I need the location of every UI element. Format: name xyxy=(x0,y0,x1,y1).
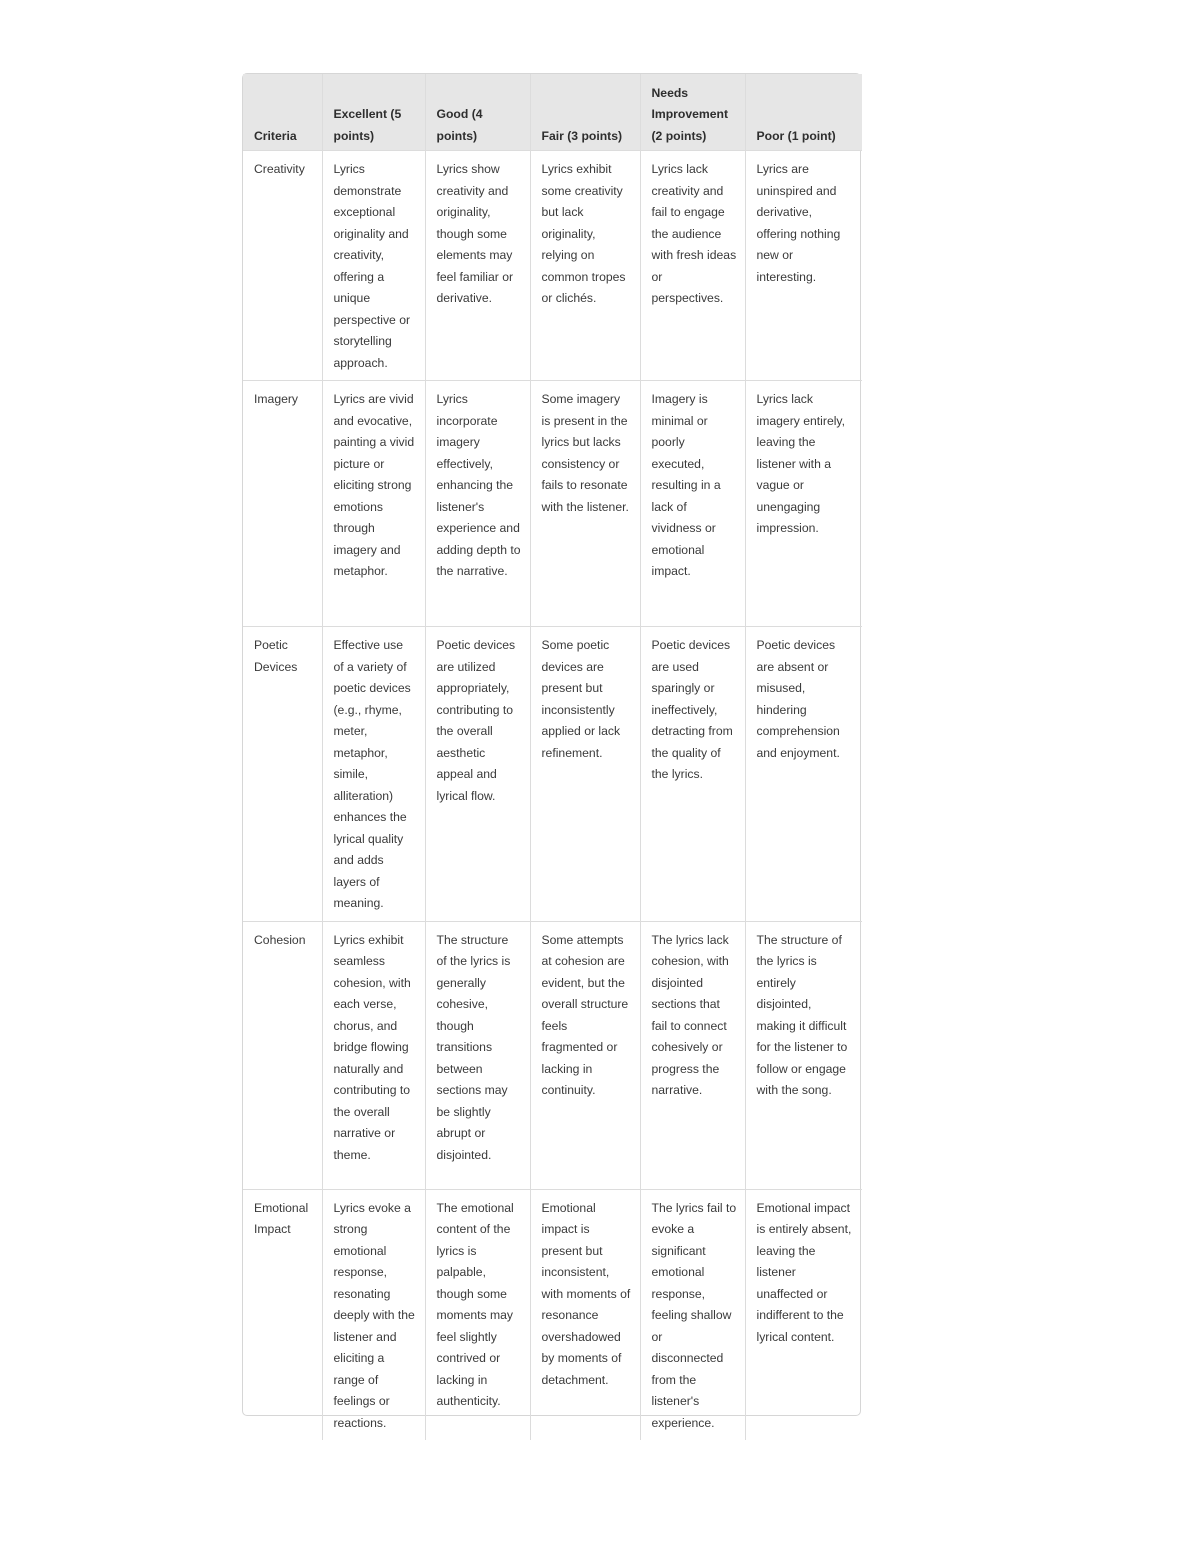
rubric-table-container xyxy=(242,73,861,1430)
criteria-cell: Creativity xyxy=(243,151,322,381)
good-cell: The emotional content of the lyrics is palpable, though some moments may feel slightly contrived or lacking in authenticity. xyxy=(425,1189,530,1440)
header-good: Good (4 points) xyxy=(425,74,530,151)
needs-improvement-cell: Imagery is minimal or poorly executed, resulting in a lack of vividness or emotional impact. xyxy=(640,381,745,627)
header-needs-improvement: Needs Improvement (2 points) xyxy=(640,74,745,151)
table-row xyxy=(243,381,862,627)
rubric-table xyxy=(243,74,862,1440)
excellent-cell: Lyrics demonstrate exceptional originality and creativity, offering a unique perspective or storytelling approach. xyxy=(322,151,425,381)
table-row xyxy=(243,1189,862,1440)
table-row xyxy=(243,151,862,381)
excellent-cell: Lyrics exhibit seamless cohesion, with each verse, chorus, and bridge flowing naturally and contributing to the overall narrative or theme. xyxy=(322,921,425,1189)
header-excellent: Excellent (5 points) xyxy=(322,74,425,151)
excellent-cell: Lyrics are vivid and evocative, painting a vivid picture or eliciting strong emotions through imagery and metaphor. xyxy=(322,381,425,627)
fair-cell: Some attempts at cohesion are evident, but the overall structure feels fragmented or lacking in continuity. xyxy=(530,921,640,1189)
fair-cell: Some imagery is present in the lyrics but lacks consistency or fails to resonate with the listener. xyxy=(530,381,640,627)
header-fair: Fair (3 points) xyxy=(530,74,640,151)
good-cell: Lyrics incorporate imagery effectively, enhancing the listener's experience and adding depth to the narrative. xyxy=(425,381,530,627)
needs-improvement-cell: Lyrics lack creativity and fail to engage the audience with fresh ideas or perspectives. xyxy=(640,151,745,381)
poor-cell: Lyrics are uninspired and derivative, offering nothing new or interesting. xyxy=(745,151,862,381)
fair-cell: Some poetic devices are present but inconsistently applied or lack refinement. xyxy=(530,627,640,922)
poor-cell: Emotional impact is entirely absent, leaving the listener unaffected or indifferent to the lyrical content. xyxy=(756,1200,852,1344)
table-header-row xyxy=(243,74,862,151)
poor-cell: Poetic devices are absent or misused, hindering comprehension and enjoyment. xyxy=(745,627,862,922)
criteria-cell: Poetic Devices xyxy=(243,627,322,922)
criteria-cell: Imagery xyxy=(243,381,322,627)
criteria-cell: Emotional Impact xyxy=(243,1189,322,1440)
header-criteria: Criteria xyxy=(243,74,322,151)
fair-cell: Emotional impact is present but inconsistent, with moments of resonance overshadowed by moments of detachment. xyxy=(530,1189,640,1440)
needs-improvement-cell: Poetic devices are used sparingly or ineffectively, detracting from the quality of the lyrics. xyxy=(640,627,745,922)
good-cell: Lyrics show creativity and originality, though some elements may feel familiar or derivative. xyxy=(425,151,530,381)
needs-improvement-cell: The lyrics lack cohesion, with disjointed sections that fail to connect cohesively or progress the narrative. xyxy=(640,921,745,1189)
table-row xyxy=(243,627,862,922)
criteria-cell: Cohesion xyxy=(243,921,322,1189)
good-cell: The structure of the lyrics is generally cohesive, though transitions between sections may be slightly abrupt or disjointed. xyxy=(425,921,530,1189)
poor-cell: Lyrics lack imagery entirely, leaving the listener with a vague or unengaging impression. xyxy=(745,381,862,627)
table-row xyxy=(243,921,862,1189)
poor-cell: The structure of the lyrics is entirely disjointed, making it difficult for the listener to follow or engage with the song. xyxy=(745,921,862,1189)
good-cell: Poetic devices are utilized appropriately, contributing to the overall aesthetic appeal and lyrical flow. xyxy=(425,627,530,922)
needs-improvement-cell: The lyrics fail to evoke a significant emotional response, feeling shallow or disconnected from the listener's experience. xyxy=(640,1189,745,1440)
excellent-cell: Effective use of a variety of poetic devices (e.g., rhyme, meter, metaphor, simile, alliteration) enhances the lyrical quality and adds layers of meaning. xyxy=(322,627,425,922)
header-poor: Poor (1 point) xyxy=(745,74,862,151)
excellent-cell: Lyrics evoke a strong emotional response, resonating deeply with the listener and eliciting a range of feelings or reactions. xyxy=(322,1189,425,1440)
fair-cell: Lyrics exhibit some creativity but lack originality, relying on common tropes or clichés. xyxy=(530,151,640,381)
